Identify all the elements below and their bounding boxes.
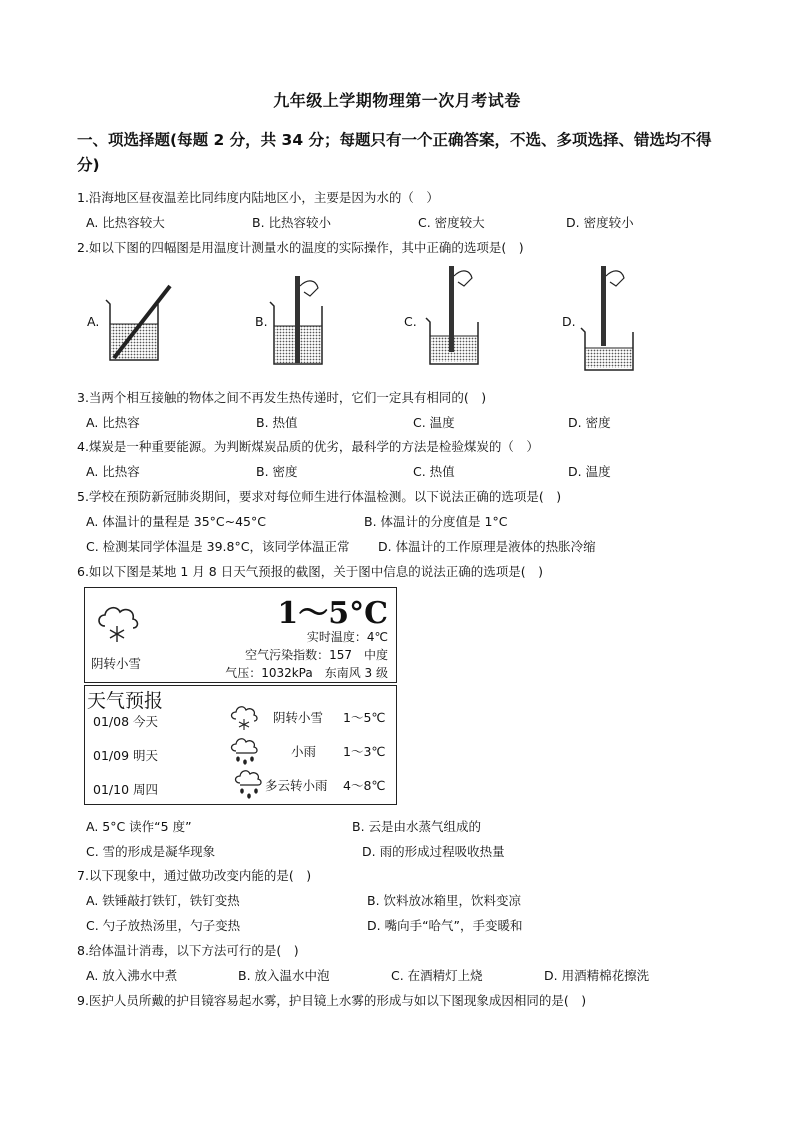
q8-option-a: A. 放入沸水中煮 [86,968,178,983]
beaker-c-illustration [420,262,500,372]
q5-option-b: B. 体温计的分度值是 1°C [364,514,508,529]
forecast-date: 01/09 明天 [93,748,158,763]
section-heading: 一、项选择题(每题 2 分，共 34 分；每题只有一个正确答案，不选、多项选择、错选均不得分) [77,131,712,174]
pressure-wind: 气压：1032kPa 东南风 3 级 [225,666,388,680]
cloud-rain-icon [229,736,259,766]
question-1-stem: 1.沿海地区昼夜温差比同纬度内陆地区小，主要是因为水的（ ） [77,190,439,205]
q7-option-a: A. 铁锤敲打铁钉，铁钉变热 [86,893,240,908]
q8-option-c: C. 在酒精灯上烧 [391,968,483,983]
question-8-stem: 8.给体温计消毒，以下方法可行的是( ) [77,943,299,958]
q7-option-d: D. 嘴向手“哈气”，手变暖和 [367,918,523,933]
question-6-stem: 6.如以下图是某地 1 月 8 日天气预报的截图，关于图中信息的说法正确的选项是( ) [77,564,543,579]
temperature-range: 1～5°C [277,596,388,631]
forecast-title: 天气预报 [87,690,164,712]
figure-b-label: B. [255,314,268,329]
q5-option-c: C. 检测某同学体温是 39.8°C，该同学体温正常 [86,539,350,554]
q7-option-b: B. 饮料放冰箱里，饮料变凉 [367,893,522,908]
q3-option-d: D. 密度 [568,415,611,430]
forecast-desc: 多云转小雨 [265,778,328,793]
q5-option-d: D. 体温计的工作原理是液体的热胀冷缩 [378,539,596,554]
forecast-range: 1～3℃ [343,744,386,759]
question-9-stem: 9.医护人员所戴的护目镜容易起水雾，护目镜上水雾的形成与如以下图现象成因相同的是( ) [77,993,587,1008]
forecast-date: 01/08 今天 [93,714,158,729]
q4-option-c: C. 热值 [413,464,455,479]
air-pollution-index: 空气污染指数：157 中度 [245,648,388,662]
question-7-stem: 7.以下现象中，通过做功改变内能的是( ) [77,868,312,883]
q4-option-b: B. 密度 [256,464,298,479]
figure-a-label: A. [87,314,100,329]
current-condition: 阴转小雪 [91,656,142,671]
forecast-date: 01/10 周四 [93,782,158,797]
q8-option-b: B. 放入温水中泡 [238,968,330,983]
q6-option-a: A. 5°C 读作“5 度” [86,819,192,834]
realtime-temperature: 实时温度：4℃ [306,630,388,644]
q1-option-c: C. 密度较大 [418,215,485,230]
forecast-panel [84,685,397,805]
q6-option-c: C. 雪的形成是凝华现象 [86,844,216,859]
q3-option-a: A. 比热容 [86,415,140,430]
page-title: 九年级上学期物理第一次月考试卷 [273,91,521,110]
forecast-desc: 小雨 [291,744,317,759]
q4-option-a: A. 比热容 [86,464,140,479]
question-5-stem: 5.学校在预防新冠肺炎期间，要求对每位师生进行体温检测。以下说法正确的选项是( ) [77,489,562,504]
beaker-b-illustration [264,268,344,373]
q3-option-b: B. 热值 [256,415,298,430]
q6-option-b: B. 云是由水蒸气组成的 [352,819,482,834]
q7-option-c: C. 勺子放热汤里，勺子变热 [86,918,241,933]
q1-option-a: A. 比热容较大 [86,215,165,230]
q3-option-c: C. 温度 [413,415,455,430]
cloud-snow-icon [229,704,259,732]
forecast-range: 1～5℃ [343,710,386,725]
q6-option-d: D. 雨的形成过程吸收热量 [362,844,505,859]
q8-option-d: D. 用酒精棉花擦洗 [544,968,650,983]
q5-option-a: A. 体温计的量程是 35°C~45°C [86,514,266,529]
beaker-d-illustration [575,262,655,374]
current-weather-panel [84,587,397,683]
cloud-snow-icon [95,602,141,646]
forecast-desc: 阴转小雪 [273,710,324,725]
cloud-rain-icon [233,768,263,800]
figure-c-label: C. [404,314,417,329]
q1-option-b: B. 比热容较小 [252,215,332,230]
figure-d-label: D. [562,314,576,329]
question-3-stem: 3.当两个相互接触的物体之间不再发生热传递时，它们一定具有相同的( ) [77,390,487,405]
question-2-stem: 2.如以下图的四幅图是用温度计测量水的温度的实际操作，其中正确的选项是( ) [77,240,524,255]
q1-option-d: D. 密度较小 [566,215,634,230]
forecast-range: 4～8℃ [343,778,386,793]
question-4-stem: 4.煤炭是一种重要能源。为判断煤炭品质的优劣，最科学的方法是检验煤炭的（ ） [77,439,539,454]
q4-option-d: D. 温度 [568,464,611,479]
beaker-a-illustration [100,278,180,368]
